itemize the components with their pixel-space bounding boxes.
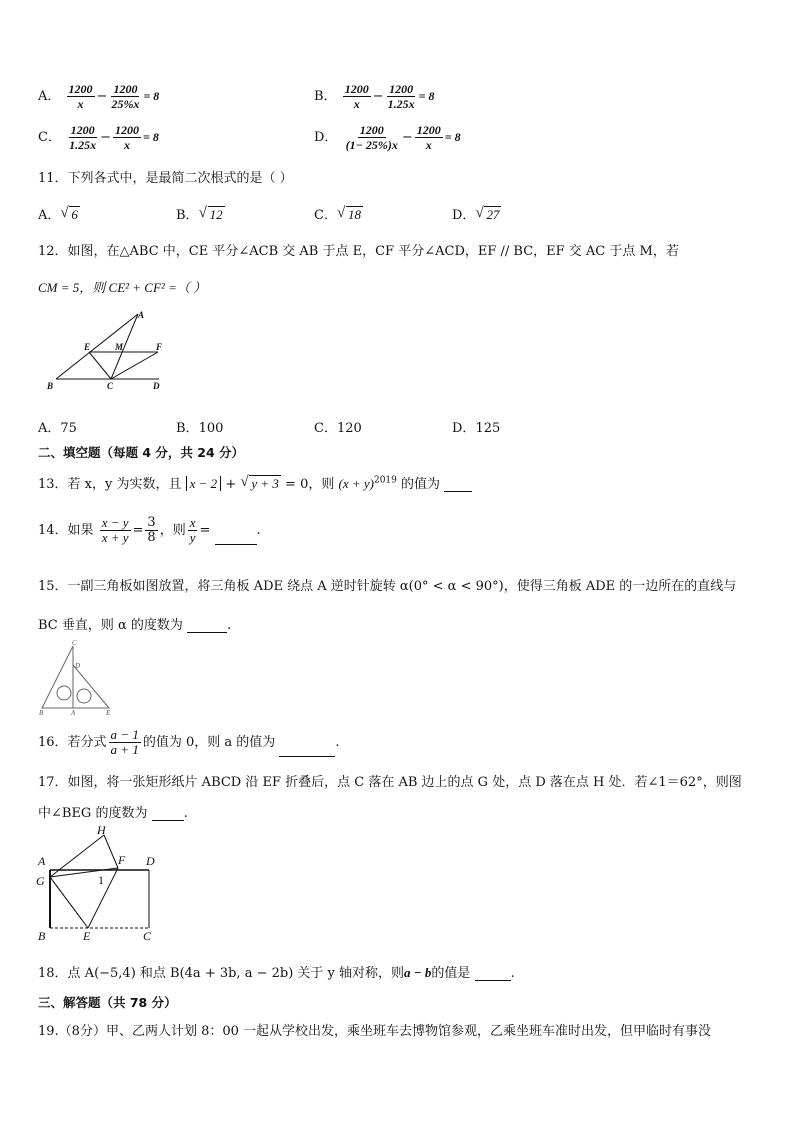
q12-option-c xyxy=(314,417,362,436)
label-d: D xyxy=(153,381,160,391)
numerator: 1200 xyxy=(359,123,384,137)
q17-figure xyxy=(34,822,164,944)
label-g: G xyxy=(36,874,45,888)
answer-blank[interactable] xyxy=(187,620,227,633)
label-e: E xyxy=(84,342,91,352)
q18-suffix: 的值是 xyxy=(431,966,471,981)
operator: + xyxy=(225,477,237,492)
fraction xyxy=(145,516,157,545)
label-c: C xyxy=(107,381,114,391)
radicand: y + 3 xyxy=(251,476,279,491)
section-heading-solutions: 三、解答题（共 78 分） xyxy=(38,995,177,1010)
label-b: B xyxy=(47,381,54,391)
q13-eq: = 0，则 xyxy=(285,477,335,492)
option-label: D． xyxy=(452,208,476,223)
q12-line2: CM = 5，则 CE² + CF² =（ ） xyxy=(38,280,207,295)
rhs: = 8 xyxy=(418,89,435,103)
option-value: 120 xyxy=(336,421,362,436)
option-label: C． xyxy=(314,208,337,223)
option-label: B． xyxy=(176,421,199,436)
label-f: F xyxy=(118,853,126,867)
q18 xyxy=(38,962,515,981)
fraction xyxy=(109,82,141,111)
option-label: A． xyxy=(38,89,61,104)
radicand: 18 xyxy=(347,207,361,222)
q12-option-b xyxy=(176,417,223,436)
exponent: 2019 xyxy=(373,475,397,486)
denominator: a + 1 xyxy=(110,742,139,757)
q16-suffix: 的值为 0，则 a 的值为 xyxy=(142,735,276,750)
numerator: x xyxy=(189,515,196,530)
denominator: x xyxy=(425,138,432,152)
q17-line2-text: 中∠BEG 的度数为 xyxy=(38,806,148,821)
denominator: y xyxy=(189,530,196,545)
sqrt: √ 6 xyxy=(60,205,78,222)
numerator: 1200 xyxy=(416,123,441,137)
option-label: B． xyxy=(314,89,337,104)
q12-figure xyxy=(40,308,170,394)
q11-option-c xyxy=(314,204,363,223)
denominator: x xyxy=(124,138,130,152)
label-d: D xyxy=(75,662,81,670)
label-d: D xyxy=(146,854,155,868)
option-label: D． xyxy=(452,421,476,436)
numerator: x − y xyxy=(101,515,129,530)
fraction xyxy=(343,82,371,111)
sqrt: √ 27 xyxy=(475,205,500,222)
q14-mid: ，则 xyxy=(159,523,186,538)
q15-line1: 15．一副三角板如图放置，将三角板 ADE 绕点 A 逆时针旋转 α(0° < α < 90°)，使得三角板 ADE 的一边所在的直线与 xyxy=(38,579,737,594)
operator: − xyxy=(100,130,111,145)
fraction xyxy=(188,516,198,545)
denominator: (1− 25%)x xyxy=(345,138,398,152)
fraction xyxy=(67,123,98,152)
q12-line1: 12．如图，在△ABC 中，CE 平分∠ACB 交 AB 于点 E，CF 平分∠ACD，EF // BC，EF 交 AC 于点 M，若 xyxy=(38,244,679,259)
label-a: A xyxy=(138,310,145,320)
operator: − xyxy=(372,89,384,104)
label-b: B xyxy=(39,709,44,716)
period: . xyxy=(335,735,340,750)
q11-option-a xyxy=(38,204,80,223)
label-h: H xyxy=(97,823,106,837)
q15-line2 xyxy=(38,614,231,633)
q16-prefix: 16．若分式 xyxy=(38,735,107,750)
operator: − xyxy=(401,130,413,145)
option-label: C． xyxy=(38,130,61,145)
label-a: A xyxy=(38,854,46,868)
q10-option-a xyxy=(38,82,159,111)
denominator: x xyxy=(353,97,360,111)
q19-text: 19.（8分）甲、乙两人计划 8：00 一起从学校出发，乘坐班车去博物馆参观，乙乘坐班车准时出发，但甲临时有事没 xyxy=(38,1024,712,1039)
answer-blank[interactable] xyxy=(152,808,184,821)
fraction xyxy=(344,123,400,152)
fraction xyxy=(100,516,131,545)
rhs: = 8 xyxy=(143,130,159,144)
label-a: A xyxy=(71,709,76,716)
fraction xyxy=(67,82,95,111)
sqrt: √ 12 xyxy=(198,205,223,222)
fraction xyxy=(386,82,417,111)
denominator: 8 xyxy=(147,530,156,545)
sqrt: √ y + 3 xyxy=(240,474,279,491)
option-label: A． xyxy=(38,208,61,223)
radicand: 27 xyxy=(486,207,500,222)
radicand: 12 xyxy=(209,207,223,222)
q12-option-a xyxy=(38,417,77,436)
fraction xyxy=(109,728,141,757)
operator: = xyxy=(132,523,144,538)
q13-suffix: 的值为 xyxy=(401,477,441,492)
q11-option-b xyxy=(176,204,225,223)
period: . xyxy=(183,806,188,821)
option-label: A． xyxy=(38,421,61,436)
q11-option-d xyxy=(452,204,501,223)
answer-blank[interactable] xyxy=(279,744,335,757)
label-e: E xyxy=(83,929,91,943)
q10-option-b xyxy=(314,82,434,111)
q13-prefix: 13．若 x，y 为实数，且 xyxy=(38,477,182,492)
q17-line1: 17．如图，将一张矩形纸片 ABCD 沿 EF 折叠后，点 C 落在 AB 边上的点 G 处，点 D 落在点 H 处．若∠1＝62°，则图 xyxy=(38,775,742,790)
denominator: x xyxy=(77,97,84,111)
numerator: a − 1 xyxy=(110,727,139,742)
rhs: = 8 xyxy=(143,89,160,103)
numerator: 1200 xyxy=(115,123,139,137)
q18-expression: a − b xyxy=(404,965,432,980)
option-value: 100 xyxy=(198,421,224,436)
q10-option-d xyxy=(314,123,461,152)
denominator: 1.25x xyxy=(387,97,415,111)
radicand: 6 xyxy=(71,207,78,222)
option-value: 125 xyxy=(475,421,501,436)
section-heading-fill-in: 二、填空题（每题 4 分，共 24 分） xyxy=(38,445,245,460)
sqrt: √ 18 xyxy=(336,205,361,222)
label-b: B xyxy=(38,929,46,943)
numerator: 1200 xyxy=(68,82,93,96)
abs-value: x − 2 xyxy=(186,476,222,491)
option-label: D． xyxy=(314,130,338,145)
numerator: 1200 xyxy=(389,82,414,96)
q15-line2-text: BC 垂直，则 α 的度数为 xyxy=(38,618,183,633)
q13 xyxy=(38,473,472,492)
q10-option-c xyxy=(38,123,159,152)
label-c: C xyxy=(72,639,77,647)
denominator: 25%x xyxy=(111,97,140,111)
q15-figure xyxy=(36,638,118,716)
option-label: C． xyxy=(314,421,337,436)
denominator: 1.25x xyxy=(69,138,97,152)
label-f: F xyxy=(156,342,163,352)
numerator: 1200 xyxy=(344,82,369,96)
numerator: 1200 xyxy=(70,123,95,137)
label-m: M xyxy=(115,342,124,352)
answer-blank[interactable] xyxy=(475,968,511,981)
numerator: 1200 xyxy=(113,82,138,96)
operator: − xyxy=(96,89,108,104)
q18-prefix: 18．点 A(−5,4) 和点 B(4a + 3b, a − 2b) 关于 y 轴对称，则 xyxy=(38,966,405,981)
fraction xyxy=(415,123,443,152)
denominator: x + y xyxy=(101,530,129,545)
q14 xyxy=(38,516,261,545)
rhs: = 8 xyxy=(444,130,461,144)
option-label: B． xyxy=(176,208,199,223)
q17-line2 xyxy=(38,802,188,821)
label-e: E xyxy=(106,709,111,716)
operator: = xyxy=(199,523,211,538)
angle-1-label: 1 xyxy=(98,873,104,887)
q12-option-d xyxy=(452,417,500,436)
period: . xyxy=(510,966,515,981)
q11-stem: 11．下列各式中，是最简二次根式的是（ ） xyxy=(38,171,293,186)
answer-blank[interactable] xyxy=(444,479,472,492)
answer-blank[interactable] xyxy=(215,532,257,545)
q14-prefix: 14．如果 xyxy=(38,523,94,538)
period: . xyxy=(256,523,261,538)
label-c: C xyxy=(143,929,152,943)
fraction xyxy=(113,123,141,152)
option-value: 75 xyxy=(60,421,77,436)
period: . xyxy=(227,618,232,633)
numerator: 3 xyxy=(147,515,156,530)
q16 xyxy=(38,728,340,757)
power-base: (x + y) xyxy=(338,476,374,491)
